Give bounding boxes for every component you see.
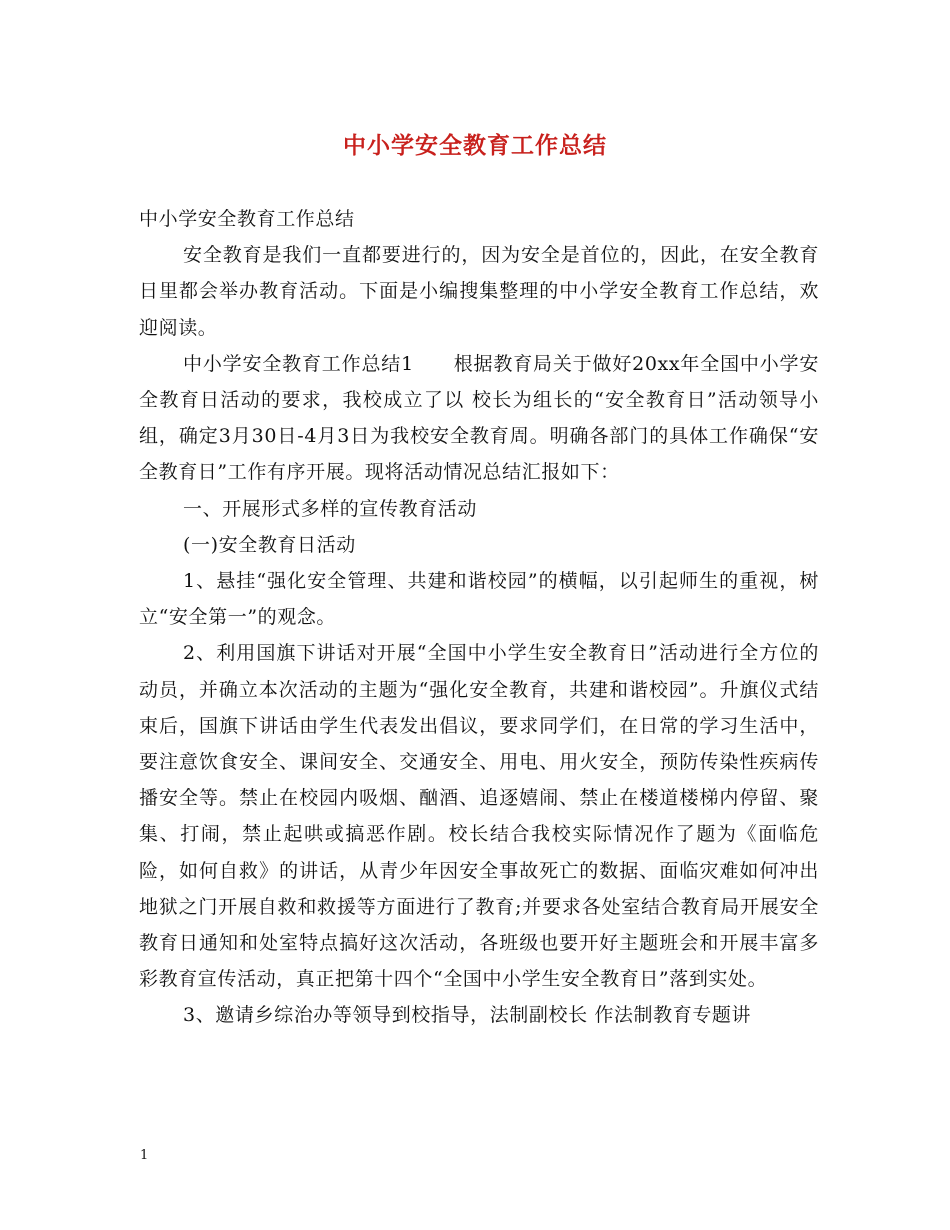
section-heading-1: 一、开展形式多样的宣传教育活动 (183, 497, 478, 520)
paragraph-summary-1: 中小学安全教育工作总结1 根据教育局关于做好20xx年全国中小学安全教育日活动的要求，我校成立了以 校长为组长的“安全教育日”活动领导小组，确定3月30日-4月3日为我校安全教育周。明确各部门的具体工作确保“安全教育日”工作有序开展。现将活动情况总结汇报如下： (139, 352, 819, 484)
list-item-1: 1、悬挂“强化安全管理、共建和谐校园”的横幅，以引起师生的重视，树立“安全第一”的观念。 (139, 570, 819, 629)
subsection-heading-1: (一)安全教育日活动 (183, 533, 356, 556)
paragraph-intro: 安全教育是我们一直都要进行的，因为安全是首位的，因此，在安全教育日里都会举办教育活动。下面是小编搜集整理的中小学安全教育工作总结，欢迎阅读。 (139, 244, 819, 339)
list-item-3: 3、邀请乡综治办等领导到校指导，法制副校长 作法制教育专题讲 (183, 1004, 752, 1027)
document-body (139, 201, 819, 1034)
page-number: 1 (140, 1148, 149, 1163)
list-item-2: 2、利用国旗下讲话对开展“全国中小学生安全教育日”活动进行全方位的动员，并确立本次活动的主题为“强化安全教育，共建和谐校园”。升旗仪式结束后，国旗下讲话由学生代表发出倡议，要求同学们，在日常的学习生活中，要注意饮食安全、课间安全、交通安全、用电、用火安全，预防传染性疾病传播安全等。禁止在校园内吸烟、酗酒、追逐嬉闹、禁止在楼道楼梯内停留、聚集、打闹，禁止起哄或搞恶作剧。校长结合我校实际情况作了题为《面临危险，如何自救》的讲话，从青少年因安全事故死亡的数据、面临灾难如何冲出地狱之门开展自救和救援等方面进行了教育;并要求各处室结合教育局开展安全教育日通知和处室特点搞好这次活动，各班级也要开好主题班会和开展丰富多彩教育宣传活动，真正把第十四个“全国中小学生安全教育日”落到实处。 (139, 642, 819, 991)
paragraph-heading: 中小学安全教育工作总结 (139, 208, 355, 230)
document-title: 中小学安全教育工作总结 (343, 132, 607, 159)
